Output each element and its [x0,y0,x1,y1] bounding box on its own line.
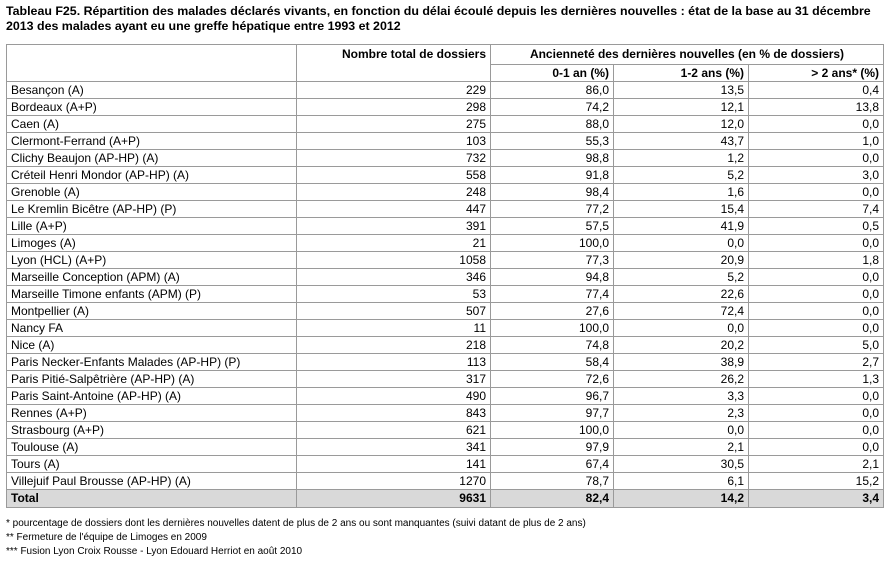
cell-center: Montpellier (A) [7,303,297,320]
total-row [7,490,884,508]
cell-center: Strasbourg (A+P) [7,422,297,439]
cell-total: 218 [297,337,491,354]
cell-total: 558 [297,167,491,184]
cell-0-1: 57,5 [491,218,614,235]
cell-center: Besançon (A) [7,82,297,99]
cell-center: Toulouse (A) [7,439,297,456]
caption-label: Tableau F25. [6,4,81,18]
cell-1-2: 2,1 [614,439,749,456]
cell-over-2: 1,0 [749,133,884,150]
cell-center: Clichy Beaujon (AP-HP) (A) [7,150,297,167]
cell-0-1: 100,0 [491,235,614,252]
cell-total: 275 [297,116,491,133]
table-row [7,99,884,116]
table-row [7,405,884,422]
cell-center: Tours (A) [7,456,297,473]
header-total: Nombre total de dossiers [297,45,491,65]
cell-over-2: 0,0 [749,422,884,439]
cell-total: 113 [297,354,491,371]
cell-total: 317 [297,371,491,388]
cell-total: 447 [297,201,491,218]
cell-1-2: 41,9 [614,218,749,235]
cell-1-2: 30,5 [614,456,749,473]
cell-center: Clermont-Ferrand (A+P) [7,133,297,150]
table-body [7,82,884,508]
cell-1-2: 14,2 [614,490,749,508]
cell-total: 9631 [297,490,491,508]
cell-0-1: 97,7 [491,405,614,422]
data-table [6,44,884,508]
cell-center: Créteil Henri Mondor (AP-HP) (A) [7,167,297,184]
cell-total: 621 [297,422,491,439]
table-row [7,303,884,320]
cell-total: 1058 [297,252,491,269]
cell-center: Nancy FA [7,320,297,337]
footnote-2: ** Fermeture de l'équipe de Limoges en 2009 [6,532,207,543]
table-row [7,354,884,371]
table-row [7,218,884,235]
cell-over-2: 0,0 [749,286,884,303]
cell-over-2: 2,7 [749,354,884,371]
cell-over-2: 15,2 [749,473,884,490]
cell-total: 141 [297,456,491,473]
table-row [7,286,884,303]
corner-header-2 [7,65,297,82]
cell-1-2: 20,2 [614,337,749,354]
cell-over-2: 2,1 [749,456,884,473]
cell-1-2: 0,0 [614,235,749,252]
cell-center: Le Kremlin Bicêtre (AP-HP) (P) [7,201,297,218]
cell-total: 248 [297,184,491,201]
footnote-1: * pourcentage de dossiers dont les dernières nouvelles datent de plus de 2 ans ou sont manquantes (suivi datant de plus de 2 ans) [6,518,586,529]
cell-0-1: 78,7 [491,473,614,490]
cell-1-2: 20,9 [614,252,749,269]
cell-over-2: 3,0 [749,167,884,184]
cell-total: 490 [297,388,491,405]
cell-1-2: 1,6 [614,184,749,201]
cell-total: 341 [297,439,491,456]
cell-center: Lille (A+P) [7,218,297,235]
cell-0-1: 77,2 [491,201,614,218]
cell-total: 507 [297,303,491,320]
cell-1-2: 38,9 [614,354,749,371]
cell-1-2: 26,2 [614,371,749,388]
cell-1-2: 1,2 [614,150,749,167]
cell-over-2: 0,0 [749,405,884,422]
cell-0-1: 98,8 [491,150,614,167]
cell-0-1: 94,8 [491,269,614,286]
cell-0-1: 77,3 [491,252,614,269]
cell-center: Total [7,490,297,508]
cell-0-1: 96,7 [491,388,614,405]
cell-1-2: 3,3 [614,388,749,405]
caption-text: Répartition des malades déclarés vivants, en fonction du délai écoulé depuis les dernières nouvelles : état de la base au 31 décembre 2013 des malades ayant eu une greffe hépatique entre 1993 et 2012 [6,4,871,33]
cell-center: Limoges (A) [7,235,297,252]
footnote-3: *** Fusion Lyon Croix Rousse - Lyon Edouard Herriot en août 2010 [6,546,303,557]
header-sub-0-1: 0-1 an (%) [491,65,614,82]
cell-1-2: 5,2 [614,167,749,184]
cell-1-2: 6,1 [614,473,749,490]
cell-over-2: 0,0 [749,439,884,456]
cell-0-1: 74,8 [491,337,614,354]
cell-0-1: 86,0 [491,82,614,99]
cell-0-1: 88,0 [491,116,614,133]
header-total-2 [297,65,491,82]
cell-center: Lyon (HCL) (A+P) [7,252,297,269]
cell-over-2: 0,5 [749,218,884,235]
cell-total: 346 [297,269,491,286]
table-row [7,133,884,150]
cell-center: Nice (A) [7,337,297,354]
cell-over-2: 1,3 [749,371,884,388]
table-row [7,371,884,388]
table-row [7,388,884,405]
table-caption [6,4,884,34]
cell-0-1: 100,0 [491,422,614,439]
footnotes [6,517,586,559]
cell-center: Villejuif Paul Brousse (AP-HP) (A) [7,473,297,490]
cell-center: Grenoble (A) [7,184,297,201]
cell-total: 11 [297,320,491,337]
cell-total: 103 [297,133,491,150]
cell-0-1: 58,4 [491,354,614,371]
table-row [7,150,884,167]
cell-over-2: 0,0 [749,235,884,252]
cell-over-2: 0,0 [749,184,884,201]
cell-1-2: 22,6 [614,286,749,303]
cell-over-2: 13,8 [749,99,884,116]
cell-center: Marseille Timone enfants (APM) (P) [7,286,297,303]
cell-1-2: 12,1 [614,99,749,116]
cell-over-2: 1,8 [749,252,884,269]
cell-center: Caen (A) [7,116,297,133]
cell-over-2: 7,4 [749,201,884,218]
cell-over-2: 3,4 [749,490,884,508]
table-row [7,252,884,269]
cell-center: Rennes (A+P) [7,405,297,422]
header-sub-over-2: > 2 ans* (%) [749,65,884,82]
cell-over-2: 0,0 [749,388,884,405]
table-row [7,82,884,99]
cell-total: 229 [297,82,491,99]
cell-center: Bordeaux (A+P) [7,99,297,116]
cell-total: 732 [297,150,491,167]
cell-0-1: 77,4 [491,286,614,303]
cell-over-2: 0,0 [749,116,884,133]
table-row [7,116,884,133]
cell-0-1: 72,6 [491,371,614,388]
table-row [7,167,884,184]
cell-1-2: 2,3 [614,405,749,422]
cell-1-2: 0,0 [614,422,749,439]
cell-1-2: 13,5 [614,82,749,99]
cell-total: 843 [297,405,491,422]
table-row [7,235,884,252]
cell-total: 298 [297,99,491,116]
cell-1-2: 12,0 [614,116,749,133]
table-row [7,320,884,337]
cell-0-1: 74,2 [491,99,614,116]
cell-1-2: 72,4 [614,303,749,320]
cell-0-1: 27,6 [491,303,614,320]
cell-1-2: 43,7 [614,133,749,150]
cell-center: Paris Pitié-Salpêtrière (AP-HP) (A) [7,371,297,388]
cell-center: Paris Necker-Enfants Malades (AP-HP) (P) [7,354,297,371]
corner-header [7,45,297,65]
cell-center: Marseille Conception (APM) (A) [7,269,297,286]
header-sub-1-2: 1-2 ans (%) [614,65,749,82]
cell-1-2: 0,0 [614,320,749,337]
cell-over-2: 0,0 [749,150,884,167]
table-row [7,337,884,354]
cell-total: 53 [297,286,491,303]
cell-0-1: 67,4 [491,456,614,473]
cell-over-2: 0,0 [749,303,884,320]
header-group: Ancienneté des dernières nouvelles (en % de dossiers) [491,45,884,65]
cell-0-1: 100,0 [491,320,614,337]
cell-0-1: 97,9 [491,439,614,456]
cell-0-1: 55,3 [491,133,614,150]
table-row [7,439,884,456]
cell-0-1: 98,4 [491,184,614,201]
table-row [7,422,884,439]
cell-over-2: 0,0 [749,269,884,286]
cell-center: Paris Saint-Antoine (AP-HP) (A) [7,388,297,405]
cell-over-2: 0,0 [749,320,884,337]
cell-total: 391 [297,218,491,235]
cell-total: 1270 [297,473,491,490]
table-row [7,201,884,218]
cell-over-2: 5,0 [749,337,884,354]
table-row [7,473,884,490]
table-row [7,269,884,286]
cell-1-2: 5,2 [614,269,749,286]
cell-total: 21 [297,235,491,252]
table-row [7,184,884,201]
table-row [7,456,884,473]
cell-over-2: 0,4 [749,82,884,99]
cell-1-2: 15,4 [614,201,749,218]
cell-0-1: 91,8 [491,167,614,184]
cell-0-1: 82,4 [491,490,614,508]
